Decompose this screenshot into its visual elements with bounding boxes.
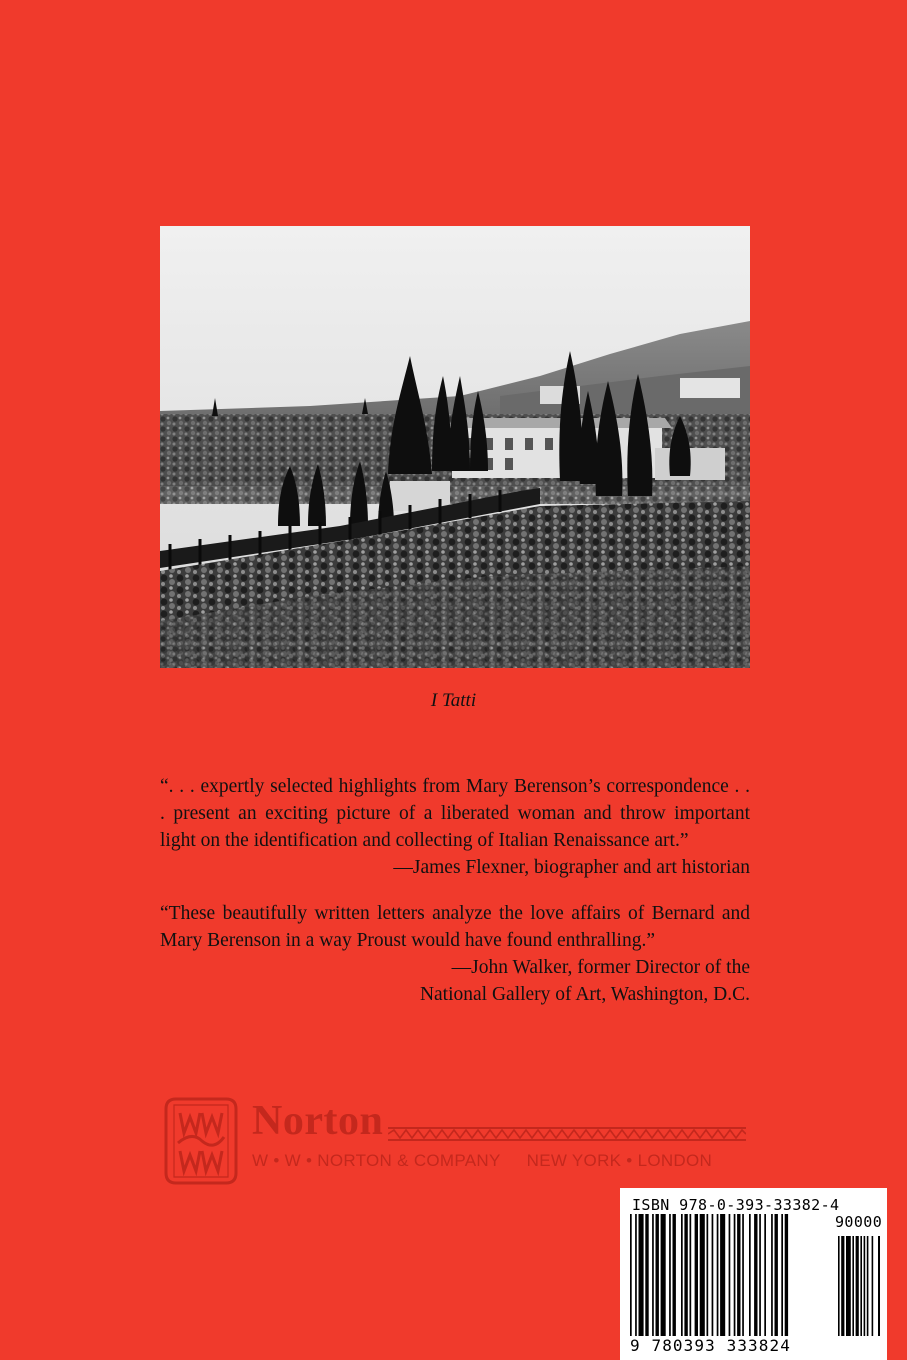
norton-emblem-icon	[162, 1095, 240, 1187]
review-quote-2-text: “These beautifully written letters analyze the love affairs of Bernard and Mary Berenson in a way Proust would have found enthralling.”	[160, 903, 750, 951]
review-quote-2-attribution-line2: National Gallery of Art, Washington, D.C.	[419, 984, 750, 1005]
publisher-company: W • W • NORTON & COMPANY	[252, 1151, 501, 1170]
review-quote-1-attribution: —James Flexner, biographer and art historian	[393, 857, 750, 878]
publisher-company-line	[252, 1151, 712, 1171]
publisher-name: Norton	[252, 1098, 384, 1144]
villa-photo-illustration	[160, 226, 750, 668]
decorative-rule	[388, 1125, 746, 1143]
review-quote-1-text: “. . . expertly selected highlights from Mary Berenson’s correspondence . . . present an exciting picture of a liberated woman and throw important light on the identification and collecting of Italian Renaissance art.”	[160, 776, 750, 851]
publisher-logo-block	[160, 1095, 750, 1190]
price-code: 90000	[835, 1213, 883, 1231]
cover-photo	[160, 226, 750, 668]
isbn-label: ISBN 978-0-393-33382-4	[632, 1196, 840, 1214]
barcode-box	[620, 1188, 887, 1360]
review-quote-2-attribution-line1: —John Walker, former Director of the	[451, 957, 750, 978]
barcode-digits: 9 780393 333824	[630, 1336, 880, 1355]
photo-caption: I Tatti	[430, 690, 477, 711]
barcode-icon	[630, 1213, 883, 1340]
review-quote-1	[160, 773, 750, 881]
publisher-cities: NEW YORK • LONDON	[526, 1151, 713, 1170]
review-quote-2	[160, 900, 750, 1008]
